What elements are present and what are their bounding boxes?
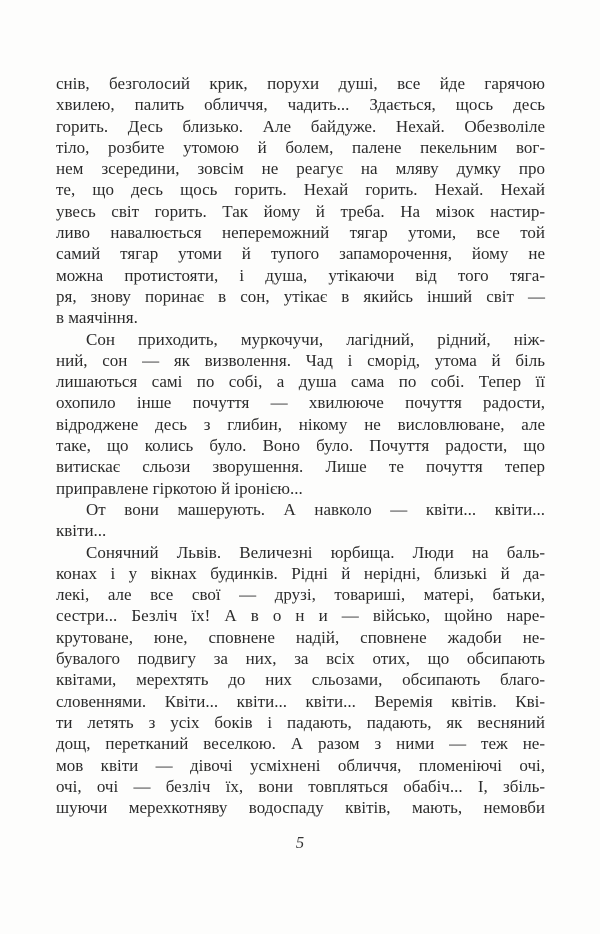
text-line: ря, знову поринає в сон, утікає в якийсь інший світ — xyxy=(56,286,545,306)
text-line: мов квіти — дівочі усміхнені обличчя, пломеніючі очі, xyxy=(56,755,545,775)
text-block xyxy=(56,73,545,818)
text-line: витискає сльози зворушення. Лише те почуття тепер xyxy=(56,457,545,477)
page-number: 5 xyxy=(295,833,305,852)
text-line: От вони машерують. А навколо — квіти... квіти... xyxy=(86,499,545,519)
text-line: нем зсередини, зовсім не реагує на мляву думку про xyxy=(56,159,545,179)
text-line: приправлене гіркотою й іронією... xyxy=(56,478,303,498)
text-line: квіти... xyxy=(56,521,107,541)
text-line: бувалого подвигу за них, за всіх отих, що обсипають xyxy=(56,649,545,669)
text-line: горить. Десь близько. Але байдуже. Нехай. Обезволіле xyxy=(56,116,545,136)
text-line: шуючи мерехкотняву водоспаду квітів, мають, немовби xyxy=(56,798,545,818)
text-line: увесь світ горить. Так йому й треба. На мізок настир- xyxy=(56,201,545,221)
text-line: ний, сон — як визволення. Чад і сморід, утома й біль xyxy=(56,350,545,370)
text-line: те, що десь щось горить. Нехай горить. Нехай. Нехай xyxy=(56,180,545,200)
text-line: крутоване, юне, сповнене надій, сповнене жадоби не- xyxy=(56,627,545,647)
text-line: хвилею, палить обличчя, чадить... Здається, щось десь xyxy=(56,95,545,115)
text-line: тіло, розбите утомою й болем, палене пекельним вог- xyxy=(56,137,545,157)
text-line: таке, що колись було. Воно було. Почуття радости, що xyxy=(56,436,545,456)
text-line: снів, безголосий крик, порухи душі, все йде гарячою xyxy=(56,74,545,93)
text-line: лекі, але все свої — друзі, товариші, матері, батьки, xyxy=(56,585,545,605)
text-line: очі, очі — безліч їх, вони товпляться обабіч... І, збіль- xyxy=(56,776,545,796)
text-line: можна протистояти, і душа, утікаючи від того тяга- xyxy=(56,265,545,285)
text-line: сестри... Безліч їх! А в о н и — військо, щойно наре- xyxy=(56,606,545,626)
text-line: дощ, перетканий веселкою. А разом з ними — теж не- xyxy=(56,734,545,754)
text-line: в маячіння. xyxy=(56,308,138,328)
text-line: Сон приходить, муркочучи, лагідний, рідний, ніж- xyxy=(86,329,545,349)
text-line: самий тягар утоми й тупого запаморочення, йому не xyxy=(56,244,545,264)
text-line: відроджене десь з глибин, нікому не висловлюване, але xyxy=(56,414,545,434)
text-line: ти летять з усіх боків і падають, падають, як весняний xyxy=(56,712,545,732)
text-line: словеннями. Квіти... квіти... квіти... Веремія квітів. Кві- xyxy=(56,691,545,711)
text-line: ливо навалюється непереможний тягар утоми, все той xyxy=(56,223,545,243)
text-line: Сонячний Львів. Величезні юрбища. Люди на баль- xyxy=(86,542,545,562)
text-line: лишаються самі по собі, а душа сама по собі. Тепер її xyxy=(56,372,545,392)
text-line: квітами, мерехтять до них сльозами, обсипають благо- xyxy=(56,670,545,690)
text-line: конах і у вікнах будинків. Рідні й нерідні, близькі й да- xyxy=(56,563,545,583)
text-line: охопило інше почуття — хвилююче почуття радости, xyxy=(56,393,545,413)
